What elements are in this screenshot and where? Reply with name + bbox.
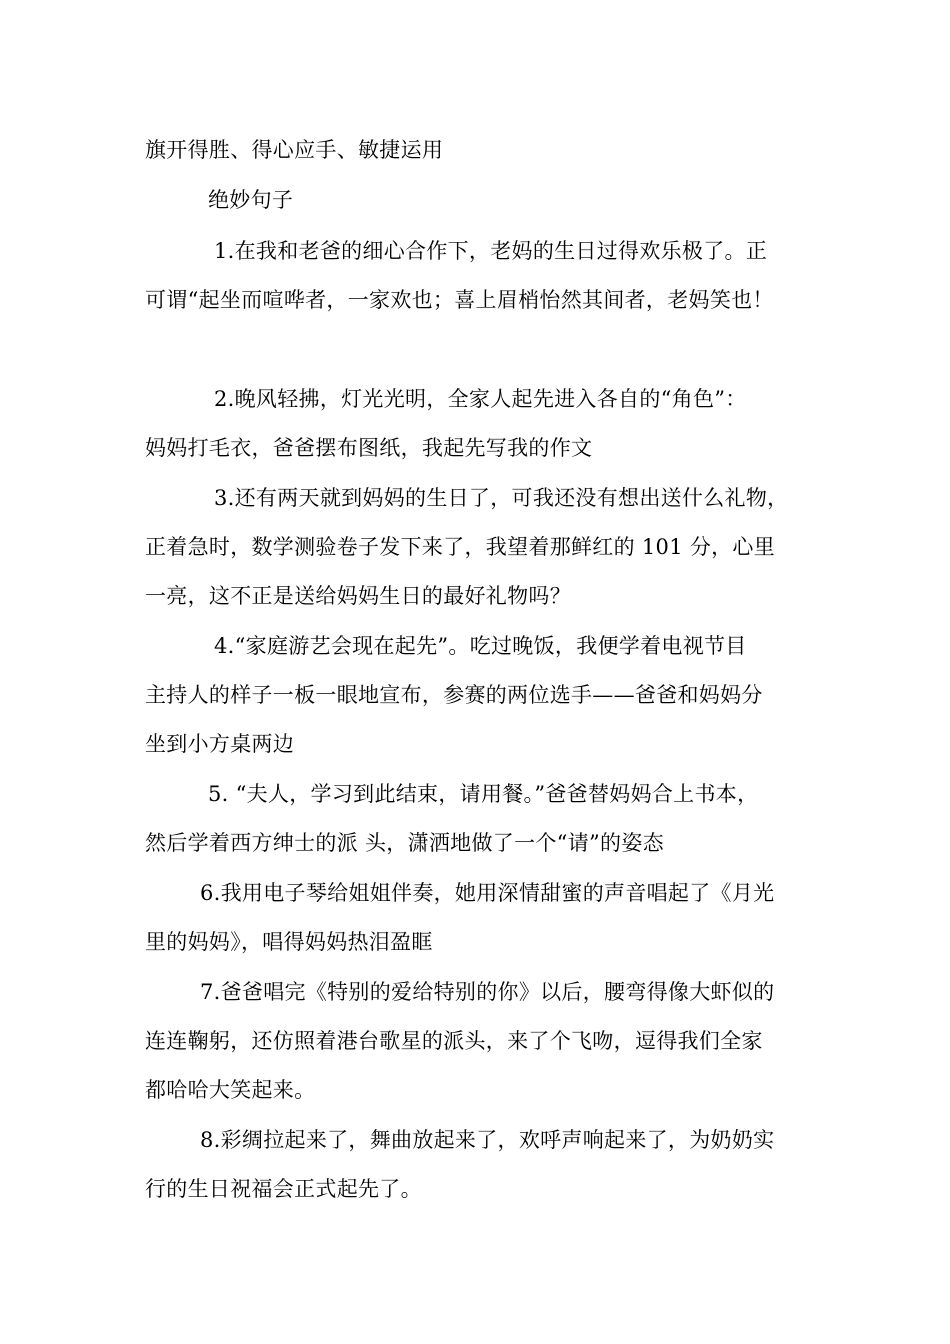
sentence-6-line-1: 6.我用电子琴给姐姐伴奏，她用深情甜蜜的声音唱起了《月光: [200, 881, 775, 905]
sentence-8-line-2: 行的生日祝福会正式起先了。: [145, 1177, 422, 1201]
sentence-5-line-1: 5. “夫人，学习到此结束，请用餐。”爸爸替妈妈合上书本，: [208, 782, 759, 806]
sentence-3-line-2: 正着急时，数学测验卷子发下来了，我望着那鲜红的 101 分，心里: [145, 535, 776, 559]
sentence-8-line-1: 8.彩绸拉起来了，舞曲放起来了，欢呼声响起来了，为奶奶实: [200, 1128, 775, 1152]
sentence-4-line-3: 坐到小方桌两边: [145, 732, 295, 756]
sentence-1-line-2: 可谓“起坐而喧哗者，一家欢也；喜上眉梢怡然其间者，老妈笑也！: [145, 288, 774, 312]
sentence-7-line-1: 7.爸爸唱完《特别的爱给特别的你》以后，腰弯得像大虾似的: [200, 980, 775, 1004]
sentence-7-line-2: 连连鞠躬，还仿照着港台歌星的派头，来了个飞吻，逗得我们全家: [145, 1029, 763, 1053]
intro-line: 旗开得胜、得心应手、敏捷运用: [145, 138, 444, 162]
sentence-4-line-2: 主持人的样子一板一眼地宣布，参赛的两位选手——爸爸和妈妈分: [145, 683, 763, 707]
sentence-7-line-3: 都哈哈大笑起来。: [145, 1078, 316, 1102]
sentence-3-line-1: 3.还有两天就到妈妈的生日了，可我还没有想出送什么礼物，: [214, 486, 789, 510]
sentence-2-line-2: 妈妈打毛衣，爸爸摆布图纸，我起先写我的作文: [145, 436, 593, 460]
sentence-1-line-1: 1.在我和老爸的细心合作下，老妈的生日过得欢乐极了。正: [214, 239, 768, 263]
sentence-5-line-2: 然后学着西方绅士的派 头，潇洒地做了一个“请”的姿态: [145, 831, 664, 855]
sentence-3-line-3: 一亮，这不正是送给妈妈生日的最好礼物吗？: [145, 584, 571, 608]
section-heading: 绝妙句子: [208, 188, 294, 212]
sentence-4-line-1: 4.“家庭游艺会现在起先”。吃过晚饭，我便学着电视节目: [214, 634, 747, 658]
sentence-2-line-1: 2.晚风轻拂，灯光光明，全家人起先进入各自的“角色”：: [214, 387, 747, 411]
sentence-6-line-2: 里的妈妈》，唱得妈妈热泪盈眶: [145, 930, 433, 954]
